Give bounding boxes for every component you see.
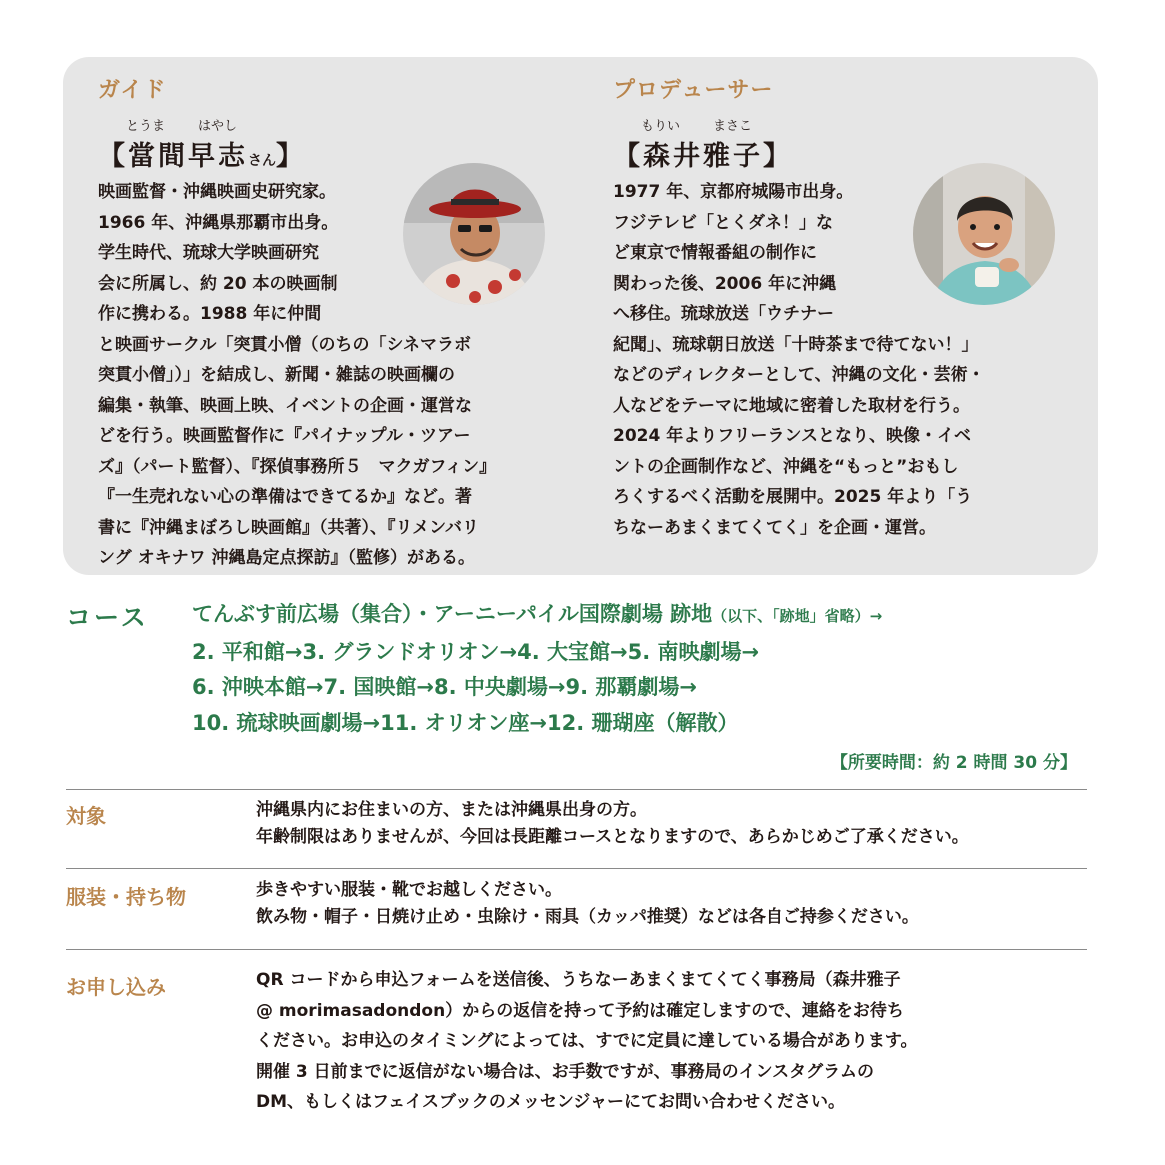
course-line-4: 10. 琉球映画劇場→11. オリオン座→12. 珊瑚座（解散） — [192, 710, 739, 735]
divider — [66, 949, 1087, 950]
target-text: 沖縄県内にお住まいの方、または沖縄県出身の方。 年齢制限はありませんが、今回は長距離コースとなりますので、あらかじめご了承ください。 — [256, 800, 969, 847]
guide-ruby-given: はやし — [198, 119, 238, 134]
guide-name: 【當間早志さん】 — [98, 141, 306, 172]
divider — [66, 868, 1087, 869]
producer-bio: 1977 年、京都府城陽市出身。 フジテレビ「とくダネ！」な ど東京で情報番組の制作に 関わった後、2006 年に沖縄 へ移住。琉球放送「ウチナー 紀聞」、琉球朝日放送「十時茶まで待てない！」 などのディレクターとして、沖縄の文化・芸術・ 人などをテーマに地域に密着した取材を行う。 2024 年よりフリーランスとなり、映像・イベ ントの企画制作など、沖縄を“もっと”おもし ろくするべく活動を展開中。2025 年より「う ちなーあまくまてくてく」を企画・運営。 — [613, 182, 985, 538]
course-route — [192, 597, 882, 741]
apply-text: QR コードから申込フォームを送信後、うちなーあまくまてくてく事務局（森井雅子 @ morimasadondon）からの返信を持って予約は確定しますので、連絡をお待ち ください。お申込のタイミングによっては、すでに定員に達している場合があります。 開催 3 日前までに返信がない場合は、お手数ですが、事務局のインスタグラムの DM、もしくはフェイスブックのメッセンジャーにてお問い合わせください。 — [256, 970, 918, 1112]
clothing-text: 歩きやすい服装・靴でお越しください。 飲み物・帽子・日焼け止め・虫除け・雨具（カッパ推奨）などは各自ご持参ください。 — [256, 880, 919, 927]
course-label: コース — [66, 603, 149, 632]
course-line-3: 6. 沖映本館→7. 国映館→8. 中央劇場→9. 那覇劇場→ — [192, 675, 697, 699]
profile-panel — [63, 57, 1098, 575]
course-line-2: 2. 平和館→3. グランドオリオン→4. 大宝館→5. 南映劇場→ — [192, 639, 760, 664]
producer-ruby-given: まさこ — [713, 119, 753, 134]
divider — [66, 789, 1087, 790]
producer-role-label: プロデューサー — [613, 78, 774, 103]
target-label: 対象 — [66, 804, 106, 828]
producer-name: 【森井雅子】 — [613, 141, 793, 172]
duration-note: 【所要時間：約 2 時間 30 分】 — [830, 753, 1077, 773]
producer-ruby-surname: もりい — [641, 119, 681, 134]
guide-ruby-surname: とうま — [126, 119, 166, 134]
guide-role-label: ガイド — [98, 78, 167, 103]
guide-bio: 映画監督・沖縄映画史研究家。 1966 年、沖縄県那覇市出身。 学生時代、琉球大学映画研究 会に所属し、約 20 本の映画制 作に携わる。1988 年に仲間 と映画サークル「突貫小僧（のちの「シネマラボ 突貫小僧」）」を結成し、新聞・雑誌の映画欄の 編集・執筆、映画上映、イベントの企画・運営な どを行う。映画監督作に『パイナップル・ツアー ズ』（パート監督）、『探偵事務所５ マクガフィン』 『一生売れない心の準備はできてるか』など。著 書に『沖縄まぼろし映画館』（共著）、『リメンバリ ング オキナワ 沖縄島定点探訪』（監修）がある。 — [98, 182, 497, 568]
apply-label: お申し込み — [66, 975, 166, 999]
clothing-label: 服装・持ち物 — [66, 885, 186, 909]
course-line-1: てんぶす前広場（集合）・アーニーパイル国際劇場 跡地（以下、「跡地」省略）→ — [192, 602, 883, 626]
